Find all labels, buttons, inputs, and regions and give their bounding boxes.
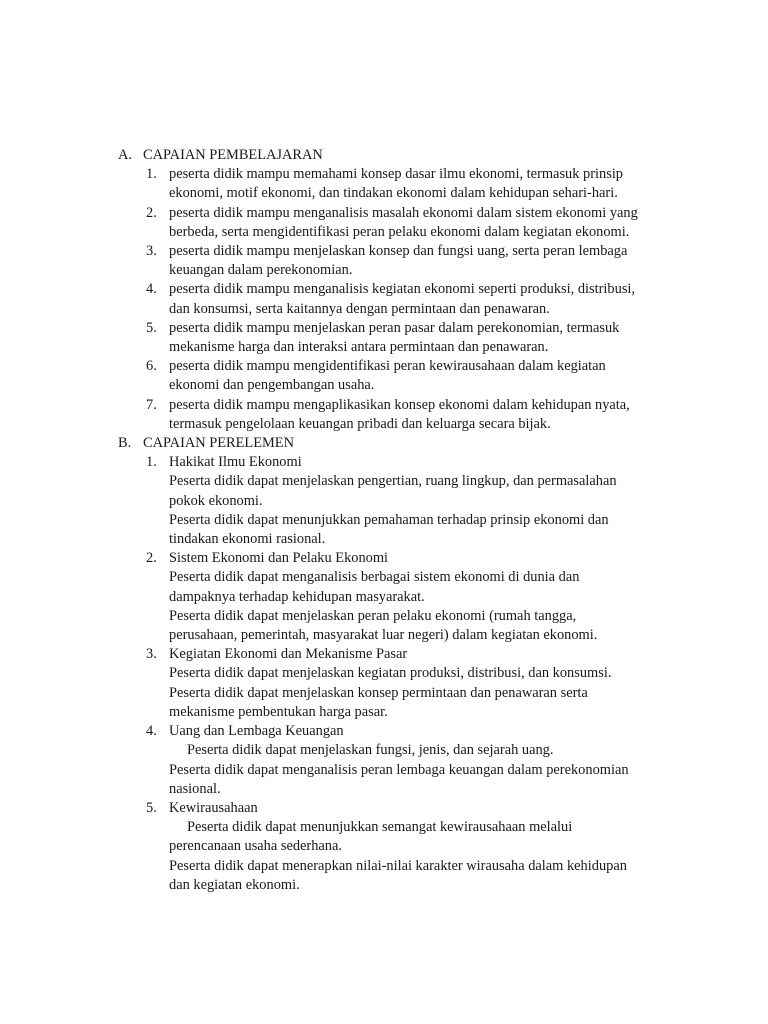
text-line: peserta didik mampu menganalisis masalah ekonomi dalam sistem ekonomi yang: [169, 204, 638, 221]
list-item: [118, 204, 678, 242]
text-line: dan kegiatan ekonomi.: [169, 876, 300, 893]
item-text: [169, 722, 678, 799]
text-line: nasional.: [169, 780, 221, 797]
item-heading: Hakikat Ilmu Ekonomi: [169, 454, 302, 471]
text-line: peserta didik mampu memahami konsep dasar ilmu ekonomi, termasuk prinsip: [169, 166, 624, 183]
item-number: 3.: [146, 646, 157, 663]
item-text: [169, 799, 678, 895]
item-number: 2.: [146, 550, 157, 567]
item-number: 1.: [146, 454, 157, 471]
text-line: mekanisme harga dan interaksi antara permintaan dan penawaran.: [169, 339, 549, 356]
item-text: [169, 242, 678, 280]
item-number: 2.: [146, 204, 157, 221]
item-number: 4.: [146, 281, 157, 298]
text-line: peserta didik mampu mengaplikasikan konsep ekonomi dalam kehidupan nyata,: [169, 396, 630, 413]
text-line: keuangan dalam perekonomian.: [169, 262, 353, 279]
item-number: 1.: [146, 166, 157, 183]
text-line: peserta didik mampu mengidentifikasi peran kewirausahaan dalam kegiatan: [169, 358, 606, 375]
item-number: 7.: [146, 396, 157, 413]
text-line: Peserta didik dapat menunjukkan pemahaman terhadap prinsip ekonomi dan: [169, 511, 609, 528]
list-item: [118, 722, 678, 799]
item-number: 5.: [146, 319, 157, 336]
list-item: [118, 280, 678, 318]
section-b-letter: B.: [118, 435, 132, 452]
text-line: Peserta didik dapat menganalisis berbagai sistem ekonomi di dunia dan: [169, 569, 580, 586]
item-heading: Kewirausahaan: [169, 799, 258, 816]
list-item: [118, 453, 678, 549]
list-item: [118, 396, 678, 434]
list-item: [118, 357, 678, 395]
text-line: Peserta didik dapat menjelaskan pengertian, ruang lingkup, dan permasalahan: [169, 473, 617, 490]
list-item: [118, 165, 678, 203]
text-line: mekanisme pembentukan harga pasar.: [169, 703, 388, 720]
text-line: Peserta didik dapat menjelaskan fungsi, jenis, dan sejarah uang.: [187, 742, 554, 759]
item-text: [169, 396, 678, 434]
text-line: perusahaan, pemerintah, masyarakat luar negeri) dalam kegiatan ekonomi.: [169, 627, 598, 644]
text-line: termasuk pengelolaan keuangan pribadi dan keluarga secara bijak.: [169, 415, 551, 432]
item-text: [169, 204, 678, 242]
item-text: [169, 645, 678, 722]
item-number: 3.: [146, 243, 157, 260]
text-line: dampaknya terhadap kehidupan masyarakat.: [169, 588, 425, 605]
item-number: 5.: [146, 799, 157, 816]
item-text: [169, 357, 678, 395]
text-line: tindakan ekonomi rasional.: [169, 531, 326, 548]
text-line: berbeda, serta mengidentifikasi peran pelaku ekonomi dalam kegiatan ekonomi.: [169, 223, 630, 240]
text-line: peserta didik mampu menjelaskan peran pasar dalam perekonomian, termasuk: [169, 319, 620, 336]
text-line: pokok ekonomi.: [169, 492, 263, 509]
section-a-title: CAPAIAN PEMBELAJARAN: [143, 147, 323, 163]
section-a-heading: [118, 146, 678, 165]
item-text: [169, 549, 678, 645]
item-text: [169, 453, 678, 549]
text-line: peserta didik mampu menjelaskan konsep dan fungsi uang, serta peran lembaga: [169, 243, 628, 260]
text-line: Peserta didik dapat menunjukkan semangat kewirausahaan melalui: [187, 819, 573, 836]
text-line: perencanaan usaha sederhana.: [169, 838, 342, 855]
list-item: [118, 645, 678, 722]
item-heading: Sistem Ekonomi dan Pelaku Ekonomi: [169, 550, 389, 567]
item-number: 4.: [146, 723, 157, 740]
text-line: Peserta didik dapat menjelaskan konsep permintaan dan penawaran serta: [169, 684, 588, 701]
list-item: [118, 319, 678, 357]
section-b-title: CAPAIAN PERELEMEN: [143, 435, 294, 452]
document-content: [118, 146, 678, 895]
item-heading: Kegiatan Ekonomi dan Mekanisme Pasar: [169, 646, 408, 663]
item-text: [169, 319, 678, 357]
text-line: ekonomi dan pengembangan usaha.: [169, 377, 375, 394]
item-text: [169, 280, 678, 318]
text-line: Peserta didik dapat menganalisis peran lembaga keuangan dalam perekonomian: [169, 761, 629, 778]
text-line: Peserta didik dapat menerapkan nilai-nilai karakter wirausaha dalam kehidupan: [169, 857, 627, 874]
text-line: ekonomi, motif ekonomi, dan tindakan ekonomi dalam kehidupan sehari-hari.: [169, 185, 618, 202]
item-number: 6.: [146, 358, 157, 375]
section-b-list: [118, 453, 678, 895]
text-line: dan konsumsi, serta kaitannya dengan permintaan dan penawaran.: [169, 300, 550, 317]
item-text: [169, 165, 678, 203]
list-item: [118, 242, 678, 280]
section-a-list: [118, 165, 678, 434]
list-item: [118, 799, 678, 895]
text-line: peserta didik mampu menganalisis kegiatan ekonomi seperti produksi, distribusi,: [169, 281, 636, 298]
section-b-heading: [118, 434, 678, 453]
item-heading: Uang dan Lembaga Keuangan: [169, 723, 344, 740]
list-item: [118, 549, 678, 645]
section-a-letter: A.: [118, 147, 132, 163]
text-line: Peserta didik dapat menjelaskan kegiatan produksi, distribusi, dan konsumsi.: [169, 665, 612, 682]
text-line: Peserta didik dapat menjelaskan peran pelaku ekonomi (rumah tangga,: [169, 607, 577, 624]
